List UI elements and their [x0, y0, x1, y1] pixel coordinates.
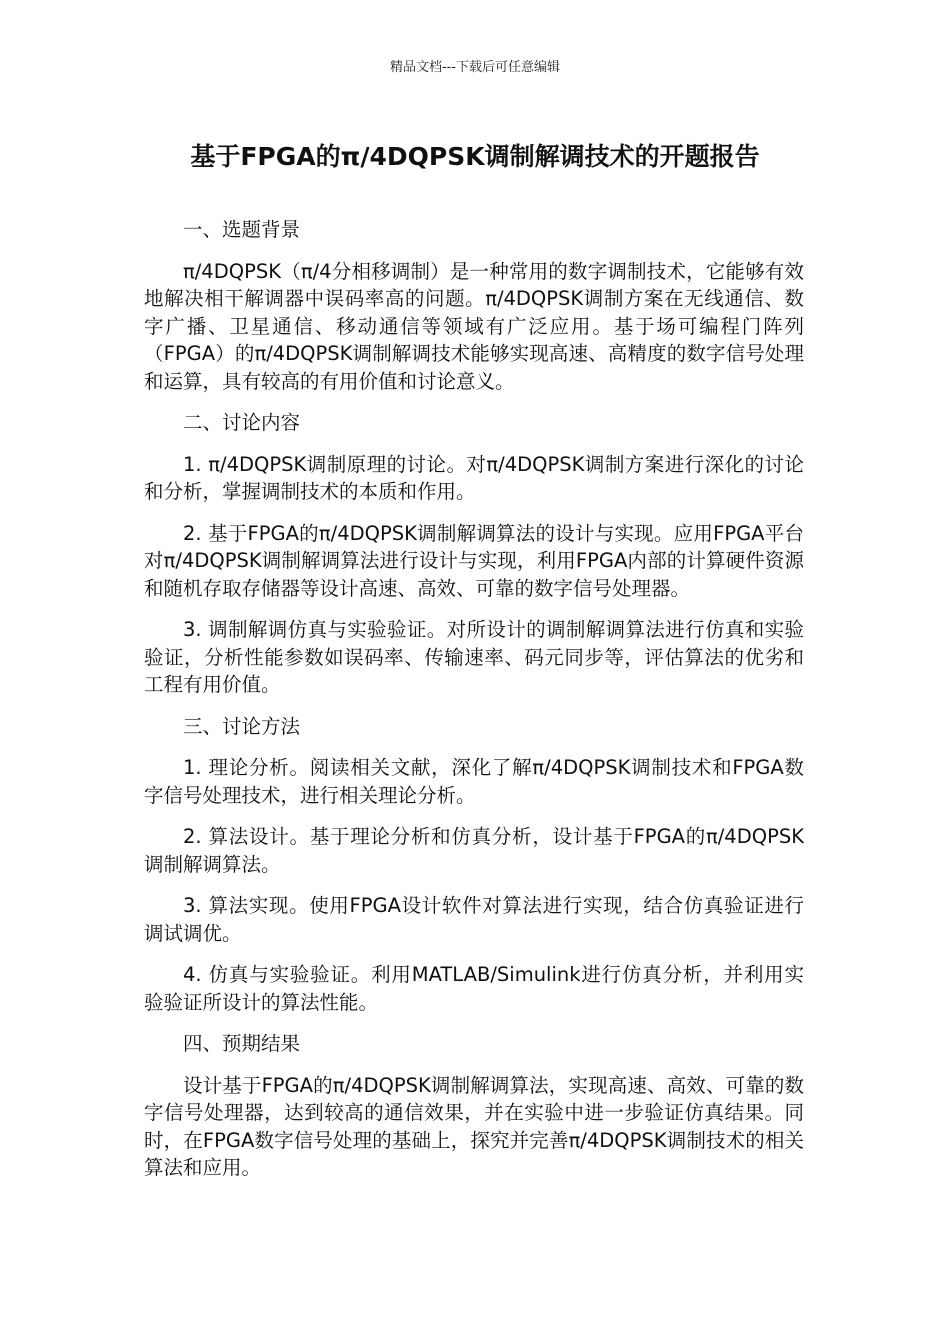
paragraph: 4. 仿真与实验验证。利用MATLAB/Simulink进行仿真分析，并利用实验验证所设计的算法性能。: [144, 963, 804, 1014]
section-heading: 一、选题背景: [183, 218, 301, 241]
document-title: 基于FPGA的π/4DQPSK调制解调技术的开题报告: [190, 142, 760, 171]
paragraph: 1. 理论分析。阅读相关文献，深化了解π/4DQPSK调制技术和FPGA数字信号处理技术，进行相关理论分析。: [144, 756, 804, 807]
paragraph: 设计基于FPGA的π/4DQPSK调制解调算法，实现高速、高效、可靠的数字信号处理器，达到较高的通信效果，并在实验中进一步验证仿真结果。同时，在FPGA数字信号处理的基础上，探究并完善π/4DQPSK调制技术的相关算法和应用。: [144, 1073, 804, 1179]
paragraph: 3. 调制解调仿真与实验验证。对所设计的调制解调算法进行仿真和实验验证，分析性能参数如误码率、传输速率、码元同步等，评估算法的优劣和工程有用价值。: [144, 618, 804, 696]
paragraph: 1. π/4DQPSK调制原理的讨论。对π/4DQPSK调制方案进行深化的讨论和分析，掌握调制技术的本质和作用。: [144, 452, 804, 503]
section-expected-results: [144, 1030, 804, 1182]
section-research-methods: [144, 713, 804, 1017]
section-heading: 三、讨论方法: [183, 714, 301, 738]
paragraph: π/4DQPSK（π/4分相移调制）是一种常用的数字调制技术，它能够有效地解决相干解调器中误码率高的问题。π/4DQPSK调制方案在无线通信、数字广播、卫星通信、移动通信等领域有广泛应用。基于场可编程门阵列（FPGA）的π/4DQPSK调制解调技术能够实现高速、高精度的数字信号处理和运算，具有较高的有用价值和讨论意义。: [144, 259, 804, 393]
section-heading: 四、预期结果: [183, 1032, 301, 1055]
section-research-content: [144, 409, 804, 699]
document-body: [144, 216, 804, 1196]
section-heading: 二、讨论内容: [183, 411, 301, 434]
section-background: [144, 216, 804, 395]
paragraph: 2. 算法设计。基于理论分析和仿真分析，设计基于FPGA的π/4DQPSK调制解调算法。: [144, 825, 804, 876]
paragraph: 2. 基于FPGA的π/4DQPSK调制解调算法的设计与实现。应用FPGA平台对π/4DQPSK调制解调算法进行设计与实现，利用FPGA内部的计算硬件资源和随机存取存储器等设计高速、高效、可靠的数字信号处理器。: [144, 521, 804, 600]
page-header: 精品文档---下载后可任意编辑: [389, 60, 561, 75]
paragraph: 3. 算法实现。使用FPGA设计软件对算法进行实现，结合仿真验证进行调试调优。: [144, 894, 804, 945]
